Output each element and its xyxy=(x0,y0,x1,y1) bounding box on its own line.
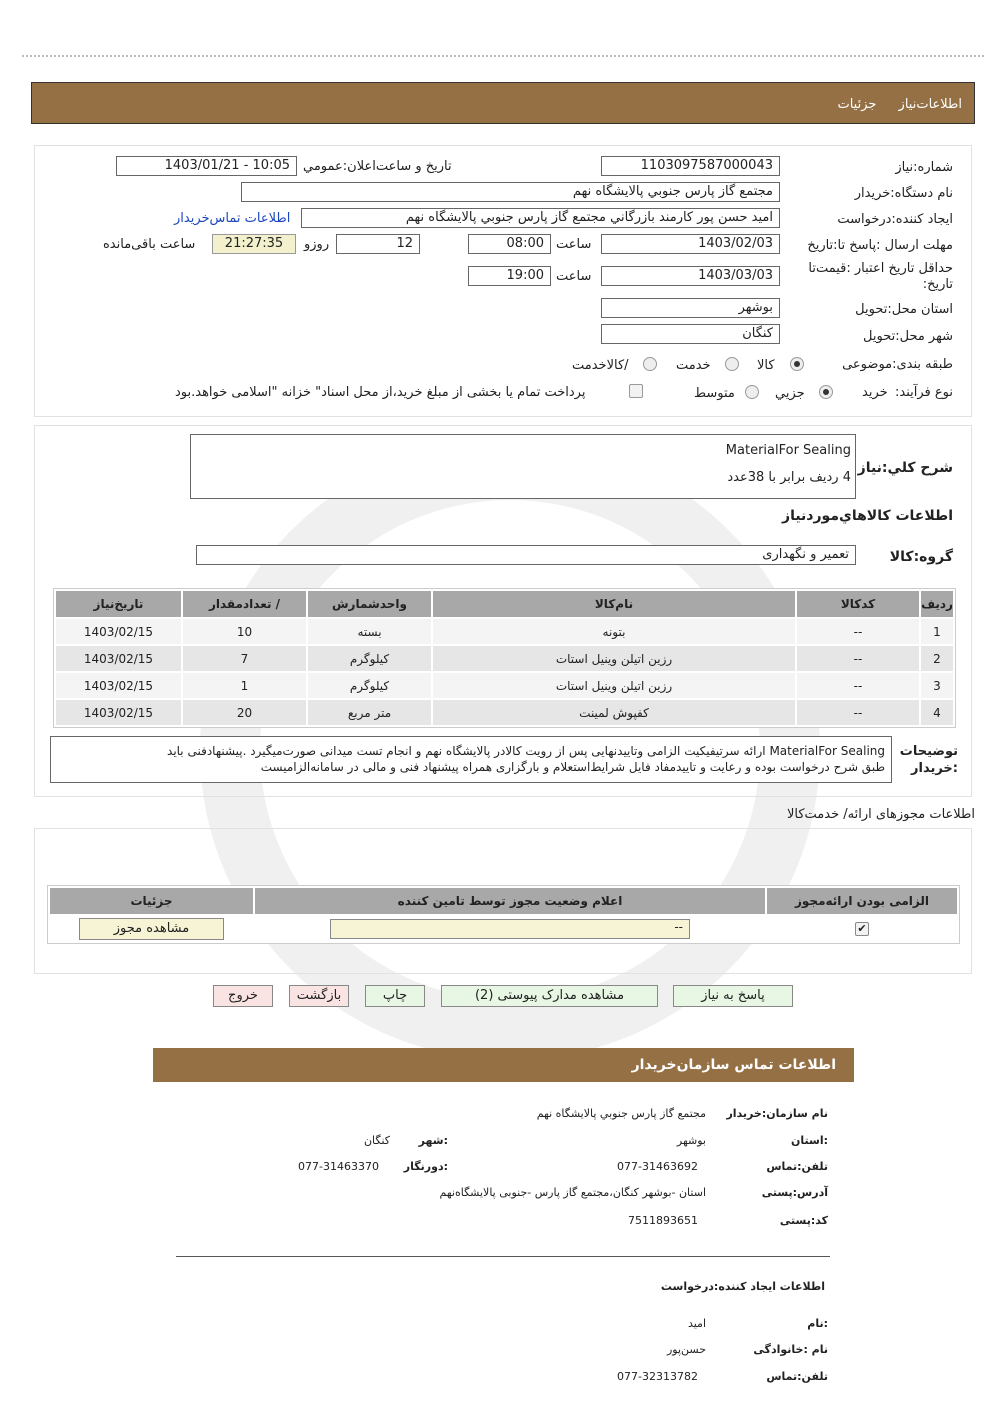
table-row xyxy=(56,673,953,698)
category-radio-goods[interactable] xyxy=(790,357,804,371)
contact-phone-value: 077-31463692 xyxy=(617,1160,698,1173)
col-license-details: جزئیات xyxy=(50,888,253,914)
col-code: کدکالا xyxy=(797,591,919,617)
validity-time-label: ساعت xyxy=(556,269,592,284)
creator-info-title: اطلاعات ایجاد کننده:درخواست xyxy=(660,1280,825,1293)
license-title: اطلاعات مجوزهای ارائه/ خدمت‌کالا xyxy=(786,807,975,822)
process-radio-minor[interactable] xyxy=(819,385,833,399)
license-required-cell xyxy=(767,916,957,941)
category-label: طبقه بندی:موضوعی xyxy=(842,357,953,372)
page-header xyxy=(31,82,975,124)
col-license-required: الزامی بودن ارائه‌مجوز xyxy=(767,888,957,914)
buyer-notes-prefix: MaterialFor Sealing xyxy=(769,744,885,758)
item-unit: کیلوگرم xyxy=(308,646,431,671)
last-name-label: نام :خانوادگی xyxy=(753,1343,828,1356)
category-radio-both[interactable] xyxy=(643,357,657,371)
category-option-service: خدمت xyxy=(676,358,711,373)
deadline-time-label: ساعت xyxy=(556,237,592,252)
goods-group-field: تعمیر و نگهداری xyxy=(196,545,856,565)
contact-city-value: کنگان xyxy=(363,1134,390,1147)
goods-info-label: اطلاعات کالاهاي‌موردنياز xyxy=(782,508,953,524)
item-unit: کیلوگرم xyxy=(308,673,431,698)
remaining-timer: 21:27:35 xyxy=(212,234,296,254)
license-status-cell xyxy=(255,916,765,941)
days-field: 12 xyxy=(336,234,420,254)
first-name-value: امید xyxy=(687,1317,706,1330)
contact-address-value: استان -بوشهر کنگان،مجتمع گاز پارس -جنوبی پالایشگاه‌نهم xyxy=(439,1186,706,1199)
payment-note: پرداخت تمام یا بخشی از مبلغ خرید،از محل اسناد" خزانه "اسلامی خواهد.بود xyxy=(175,385,586,400)
col-name: نام‌کالا xyxy=(433,591,795,617)
buyer-field: مجتمع گاز پارس جنوبي پالايشگاه نهم xyxy=(241,182,780,202)
buyer-notes-label: توضیحات :خریدار xyxy=(899,744,958,776)
buyer-notes-line-2: طبق شرح درخواست بوده و رعایت و تاییدمفاد فایل شرایط‌استعلام و بارگزاری همراه پیشنهاد فنی و مالی در سامانه‌الزامیست xyxy=(260,760,885,774)
contact-postal-label: کد:پستی xyxy=(779,1214,828,1227)
item-code: -- xyxy=(797,673,919,698)
license-table-header xyxy=(50,888,957,914)
creator-label: ایجاد کننده:درخواست xyxy=(837,212,953,227)
category-radio-service[interactable] xyxy=(725,357,739,371)
col-qty: / تعدادمقدار xyxy=(183,591,306,617)
process-option-medium: متوسط xyxy=(694,386,735,401)
need-number-field: 1103097587000043 xyxy=(601,156,780,176)
table-row xyxy=(56,700,953,725)
deadline-label: مهلت ارسال :پاسخ تا:تاریخ xyxy=(807,238,953,253)
item-date: 1403/02/15 xyxy=(56,619,181,644)
days-label: روزو xyxy=(304,237,330,252)
row-number: 1 xyxy=(921,619,953,644)
item-qty: 10 xyxy=(183,619,306,644)
city-field: کنگان xyxy=(601,324,780,344)
goods-group-label: گروه:کالا xyxy=(889,549,953,565)
item-name: بتونه xyxy=(433,619,795,644)
item-unit: بسته xyxy=(308,619,431,644)
col-date: تاریخ‌نیاز xyxy=(56,591,181,617)
deadline-date-field: 1403/02/03 xyxy=(601,234,780,254)
item-date: 1403/02/15 xyxy=(56,673,181,698)
license-details-cell xyxy=(50,916,253,941)
validity-date-field: 1403/03/03 xyxy=(601,266,780,286)
col-unit: واحدشمارش xyxy=(308,591,431,617)
item-unit: متر مربع xyxy=(308,700,431,725)
last-name-value: حسن‌پور xyxy=(666,1343,706,1356)
back-button[interactable]: بازگشت xyxy=(289,985,349,1007)
items-table-wrap xyxy=(53,588,956,728)
license-required-checkbox[interactable]: ✔ xyxy=(855,922,869,936)
table-row xyxy=(56,619,953,644)
process-option-minor: جزيي xyxy=(775,386,805,401)
payment-checkbox[interactable] xyxy=(629,384,643,398)
reply-button[interactable]: پاسخ به نیاز xyxy=(673,985,793,1007)
buyer-label: نام دستگاه:خریدار xyxy=(854,186,953,201)
announce-field: 1403/01/21 - 10:05 xyxy=(116,156,297,176)
exit-button[interactable]: خروج xyxy=(213,985,273,1007)
creator-phone-label: تلفن:تماس xyxy=(766,1370,828,1383)
item-qty: 1 xyxy=(183,673,306,698)
contact-province-value: بوشهر xyxy=(676,1134,706,1147)
category-option-both: /کالاخدمت xyxy=(572,358,629,373)
province-label: استان محل:تحویل xyxy=(855,302,953,317)
contact-fax-value: 077-31463370 xyxy=(298,1160,379,1173)
city-label: شهر محل:تحویل xyxy=(863,329,953,344)
tab-need-info[interactable]: اطلاعات‌نیاز xyxy=(898,97,962,112)
row-number: 4 xyxy=(921,700,953,725)
process-radio-medium[interactable] xyxy=(745,385,759,399)
item-code: -- xyxy=(797,619,919,644)
description-line-1: MaterialFor Sealing xyxy=(725,443,851,458)
process-type: خرید xyxy=(862,385,888,400)
item-code: -- xyxy=(797,646,919,671)
row-number: 2 xyxy=(921,646,953,671)
contact-divider xyxy=(176,1256,830,1257)
license-status-field: -- xyxy=(330,919,690,939)
category-option-goods: کالا xyxy=(757,358,775,373)
license-table xyxy=(48,886,959,943)
buyer-notes-box xyxy=(50,736,892,783)
buyer-contact-link[interactable]: اطلاعات تماس‌خریدار xyxy=(174,211,291,226)
description-label: شرح کلي:نياز xyxy=(857,460,953,476)
col-license-status: اعلام وضعیت مجوز توسط تامین کننده xyxy=(255,888,765,914)
items-table xyxy=(54,589,955,727)
description-box xyxy=(190,434,856,499)
item-code: -- xyxy=(797,700,919,725)
row-number: 3 xyxy=(921,673,953,698)
validity-label: حداقل تاریخ اعتبار :قیمت‌تا تاریخ: xyxy=(808,261,953,292)
col-row: ردیف xyxy=(921,591,953,617)
contact-postal-value: 7511893651 xyxy=(628,1214,698,1227)
top-divider xyxy=(22,55,984,57)
remaining-label: ساعت باقی‌مانده xyxy=(103,237,196,252)
creator-field: اميد حسن پور کارمند بازرگاني مجتمع گاز پارس جنوبي پالايشگاه نهم xyxy=(301,208,780,228)
table-row xyxy=(56,646,953,671)
tab-details[interactable]: جزئیات xyxy=(837,97,877,112)
first-name-label: :نام xyxy=(807,1317,828,1330)
announce-label: تاریخ و ساعت‌اعلان:عمومي xyxy=(303,159,452,174)
license-table-wrap xyxy=(47,885,960,944)
item-name: کفپوش لمینت xyxy=(433,700,795,725)
item-date: 1403/02/15 xyxy=(56,700,181,725)
view-license-button[interactable]: مشاهده مجوز xyxy=(79,918,224,940)
items-table-header xyxy=(56,591,953,617)
item-name: رزین اتیلن وینیل استات xyxy=(433,673,795,698)
contact-city-label: :شهر xyxy=(418,1134,448,1147)
item-qty: 7 xyxy=(183,646,306,671)
creator-phone-value: 077-32313782 xyxy=(617,1370,698,1383)
attachments-button[interactable]: مشاهده مدارک پیوستی (2) xyxy=(441,985,658,1007)
province-field: بوشهر xyxy=(601,298,780,318)
validity-time-field: 19:00 xyxy=(468,266,551,286)
description-line-2: 4 ردیف برابر با 38عدد xyxy=(727,470,851,485)
contact-fax-label: :دورنگار xyxy=(403,1160,448,1173)
print-button[interactable]: چاپ xyxy=(365,985,425,1007)
deadline-time-field: 08:00 xyxy=(468,234,551,254)
contact-address-label: آدرس:پستی xyxy=(761,1186,828,1199)
item-qty: 20 xyxy=(183,700,306,725)
org-label: نام سازمان:خریدار xyxy=(726,1107,828,1120)
item-date: 1403/02/15 xyxy=(56,646,181,671)
contact-province-label: :استان xyxy=(791,1134,828,1147)
need-number-label: شماره:نیاز xyxy=(895,160,953,175)
contact-header: اطلاعات تماس سازمان‌خریدار xyxy=(153,1048,854,1082)
org-value: مجتمع گاز پارس جنوبي پالايشگاه نهم xyxy=(536,1107,706,1120)
buyer-notes-line-1: ارائه سرتیفیکیت الزامی وتاییدنهایی پس از رویت کالادر پالایشگاه نهم و انجام تست میدانی صورت‌میگیرد .پیشنهادفنی باید xyxy=(167,744,766,758)
contact-phone-label: تلفن:تماس xyxy=(766,1160,828,1173)
process-label: نوع فرآیند: xyxy=(895,385,953,400)
item-name: رزین اتیلن وینیل استات xyxy=(433,646,795,671)
license-row xyxy=(50,916,957,941)
